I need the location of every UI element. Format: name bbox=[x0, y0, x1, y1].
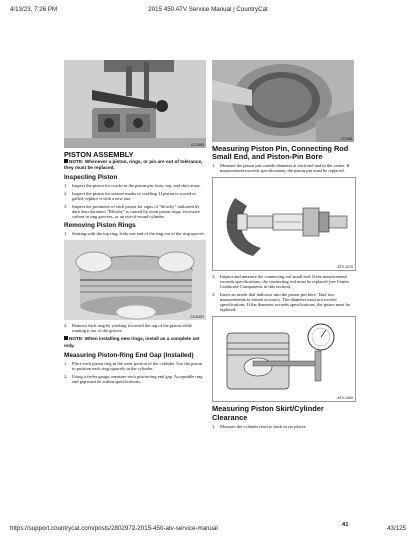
figure-caption: ATV-1069 bbox=[337, 396, 353, 401]
note: NOTE: When installing new rings, install as a complete set only. bbox=[64, 336, 200, 348]
list-item: 2. Using a feeler gauge, measure each piston-ring end gap. Acceptable ring end gap must be within specifications. bbox=[64, 374, 203, 385]
print-datetime: 4/13/23, 7:26 PM bbox=[10, 6, 58, 13]
subsection-title: Inspecting Piston bbox=[64, 173, 118, 181]
piston-pin-steps bbox=[212, 163, 354, 173]
piston-ring-photo bbox=[64, 240, 206, 320]
list-item: 1. Measure the cylinder front to back in six places. bbox=[212, 423, 307, 429]
list-item: 3. Insert an inside dial indicator into the piston-pin bore. Take two measurements to ensure accuracy. The diameter must not exceed specifications. If the diameter exceeds specifications, the piston must be replaced. bbox=[212, 292, 350, 313]
list-item: 1. Inspect the piston for cracks in the piston pin, boss, top, and skirt areas. bbox=[64, 183, 201, 189]
figure-caption: ATV-1070 bbox=[337, 265, 353, 270]
page-number: 41 bbox=[342, 522, 349, 528]
figure-caption: CC400D bbox=[190, 315, 204, 320]
list-item: 1. Starting with the top ring, slide one end of the ring out of the ring-groove. bbox=[64, 231, 205, 237]
micrometer-illustration bbox=[213, 178, 355, 270]
cylinder-head-illustration bbox=[64, 60, 206, 148]
list-item: 1. Measure the piston pin outside diameter at each end and in the center. If measurement exceeds specifications, the piston pin must be replaced. bbox=[212, 163, 350, 174]
print-title: 2015 450 ATV Service Manual | CountryCat bbox=[148, 6, 268, 13]
list-item: 2. Remove each ring by working it toward the top of the piston while rotating it out of the groove. bbox=[64, 323, 192, 334]
note-square-icon bbox=[64, 159, 68, 163]
ring-gap-steps bbox=[64, 361, 206, 384]
dial-indicator-figure bbox=[212, 316, 356, 402]
micrometer-figure bbox=[212, 177, 356, 271]
section-title: Measuring Piston Skirt/Cylinder Clearance bbox=[212, 404, 324, 422]
print-url: https://support.countrycat.com/posts/2802972-2015-450-atv-service-manual bbox=[10, 525, 218, 532]
cylinder-bore-photo bbox=[212, 60, 354, 142]
left-column bbox=[64, 60, 206, 384]
note-square-icon bbox=[64, 336, 68, 340]
cylinder-head-photo bbox=[64, 60, 206, 148]
right-column bbox=[212, 60, 354, 429]
figure-caption: CC1085 bbox=[190, 143, 204, 147]
skirt-steps bbox=[212, 424, 354, 429]
list-item: 2. Inspect the piston for seizure marks or scuffing. If piston is scored or galled, replace it with a new one. bbox=[64, 191, 197, 202]
section-title: PISTON ASSEMBLY bbox=[64, 150, 134, 159]
section-title: Measuring Piston Pin, Connecting Rod Small End, and Piston-Pin Bore bbox=[212, 144, 349, 162]
piston-pin-steps-continued bbox=[212, 274, 354, 312]
subsection-title: Removing Piston Rings bbox=[64, 222, 136, 230]
inspecting-steps bbox=[64, 183, 206, 219]
note: NOTE: Whenever a piston, rings, or pin are out of tolerance, they must be replaced. bbox=[64, 159, 203, 171]
removing-steps bbox=[64, 231, 206, 236]
figure-caption: CC996 bbox=[340, 137, 352, 141]
list-item: 1. Place each piston ring in the wear portion of the cylinder. Use the piston to position each ring squarely in the cylinder. bbox=[64, 361, 202, 372]
dial-indicator-illustration bbox=[213, 317, 355, 401]
print-page-count: 43/125 bbox=[387, 525, 406, 532]
subsection-title: Measuring Piston-Ring End Gap (Installed) bbox=[64, 351, 194, 359]
list-item: 3. Inspect the perimeter of each piston for signs of "blowby" indicated by dark discoloration. "Blowby" is caused by worn piston rings, excessive carbon in ring grooves, or an out-of-round cylinder. bbox=[64, 204, 201, 220]
piston-ring-illustration bbox=[64, 240, 206, 320]
removing-steps-continued bbox=[64, 323, 206, 333]
list-item: 2. Inspect and measure the connecting rod small end. If the measurement exceeds specifications, the connecting rod must be replaced (see Center Crankcase Components in this section). bbox=[212, 274, 349, 290]
cylinder-bore-illustration bbox=[212, 60, 354, 142]
